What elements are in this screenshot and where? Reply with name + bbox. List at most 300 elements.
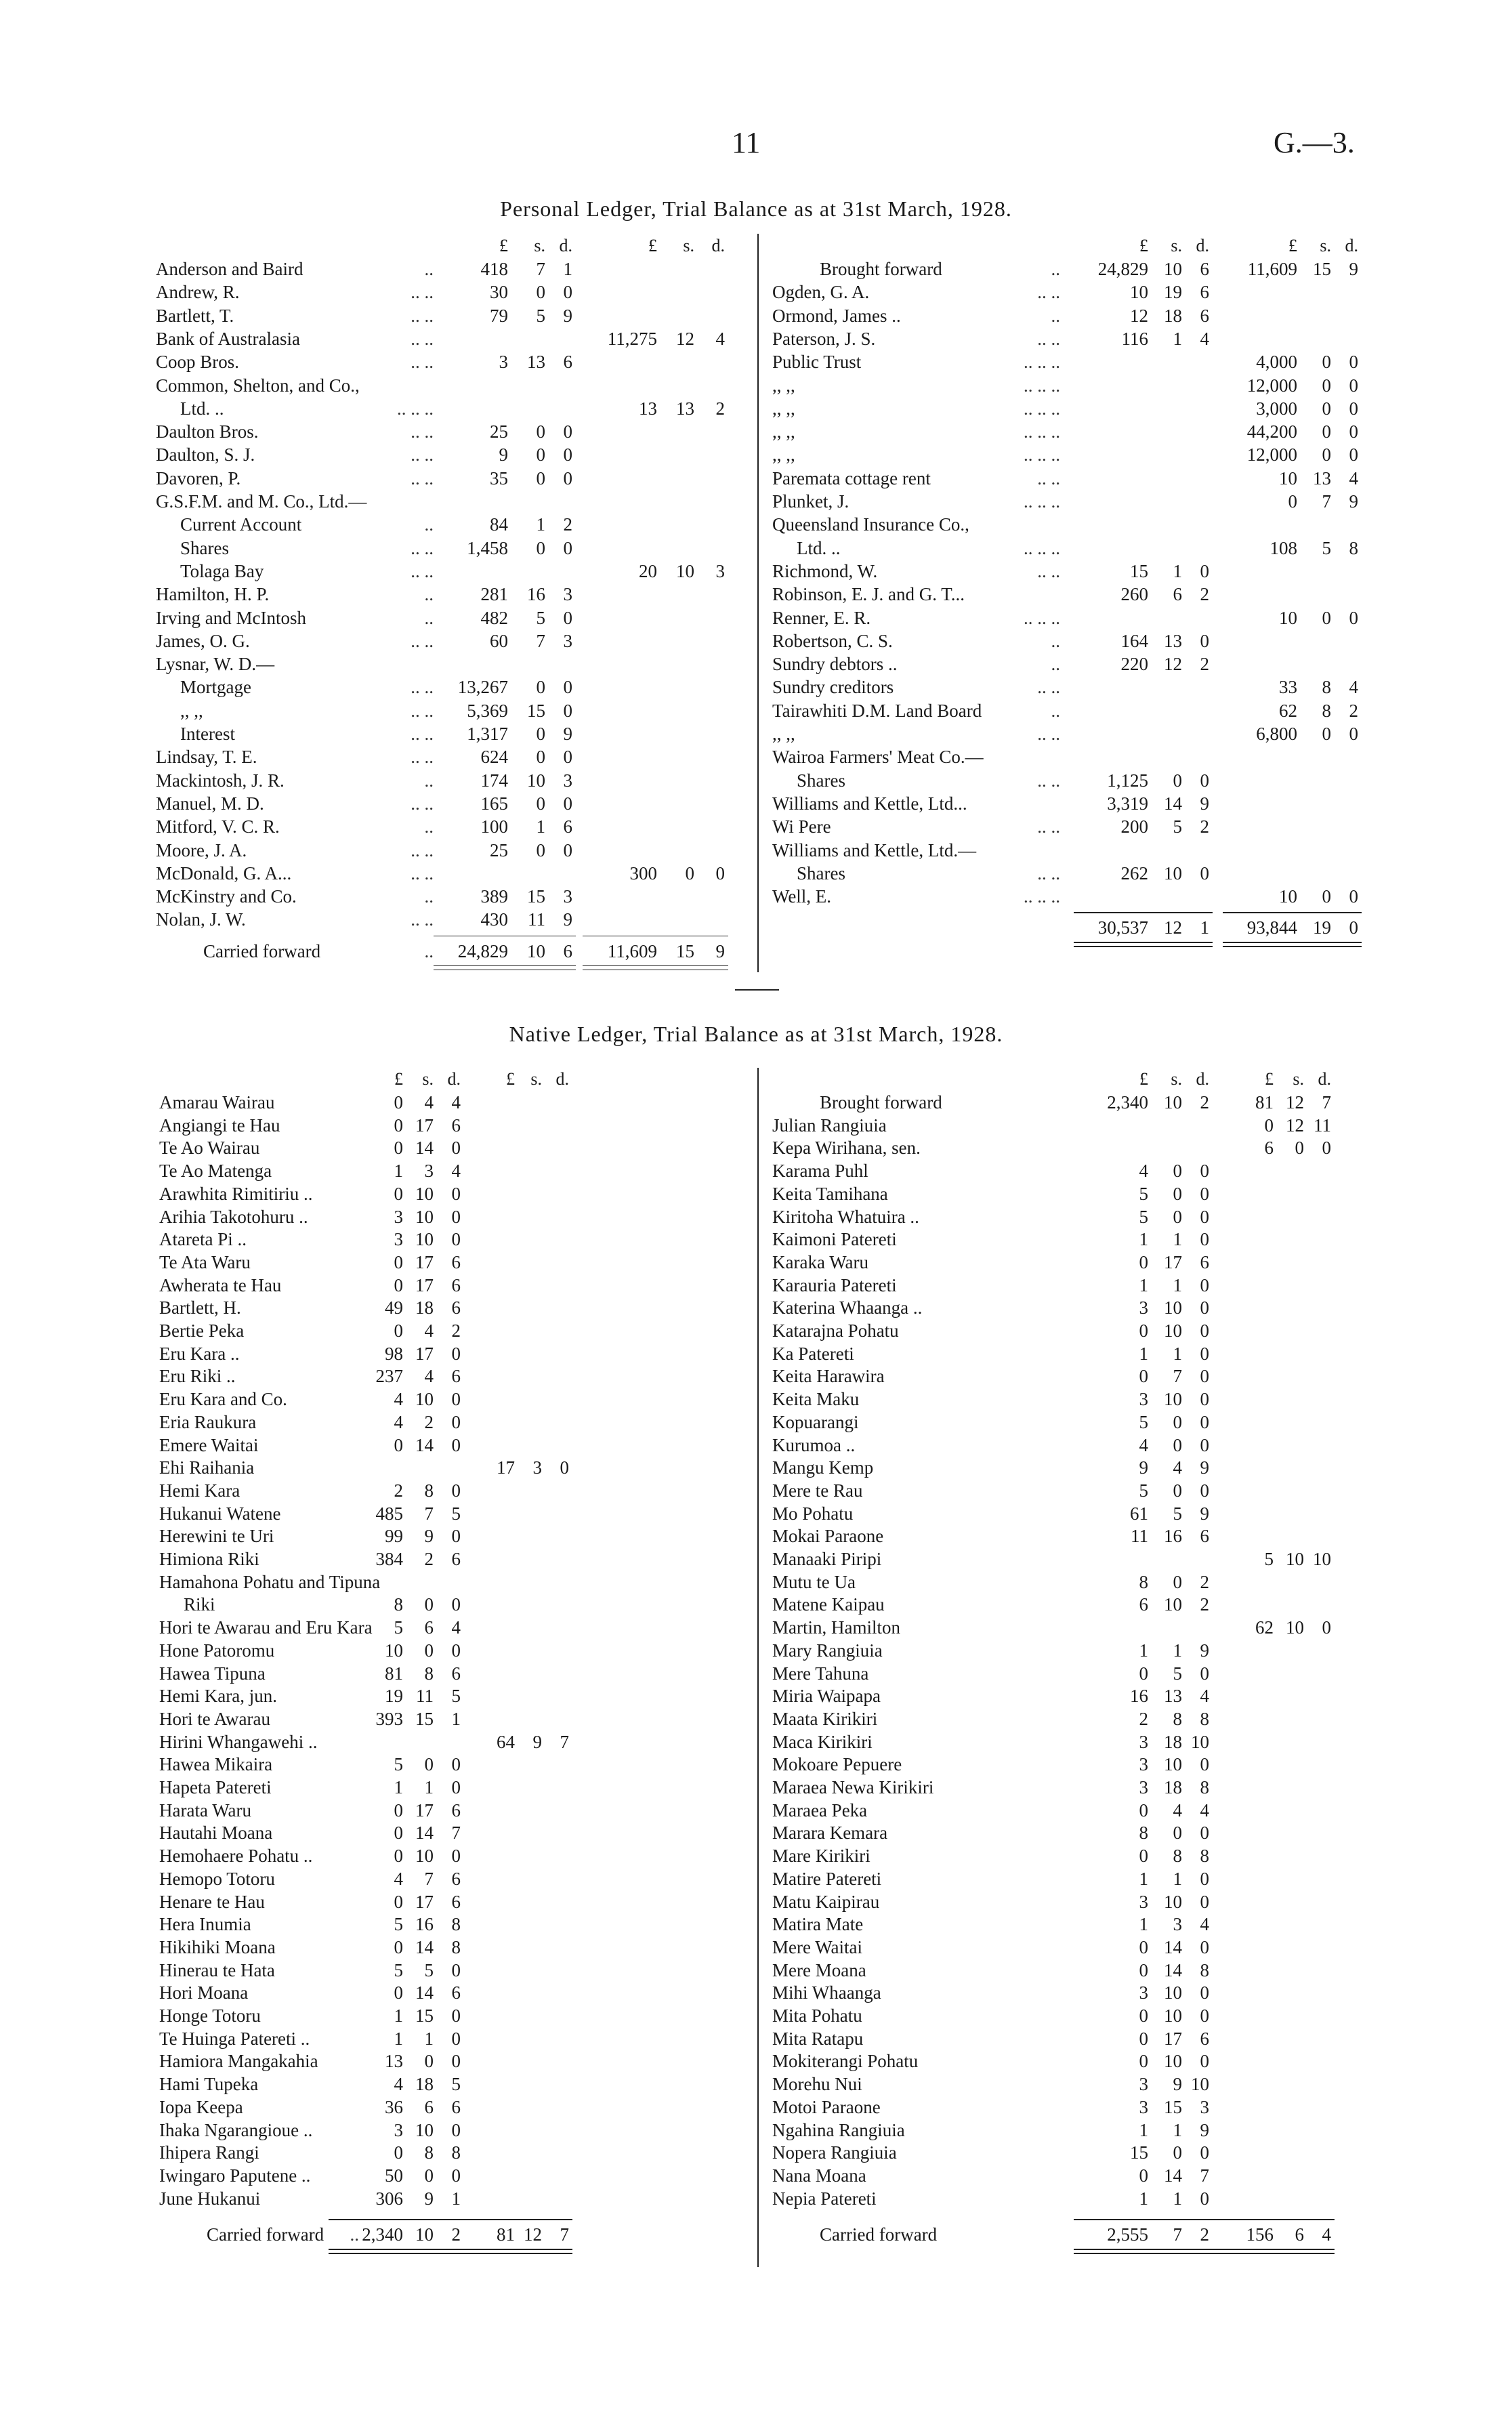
account-name: Daulton, S. J.: [156, 444, 255, 465]
debit-pence: 0: [563, 677, 572, 698]
debit-pence: 0: [451, 1138, 461, 1159]
leader-dots: .. ..: [1037, 816, 1060, 837]
debit-pence: 0: [1200, 1206, 1209, 1227]
debit-shillings: 1: [424, 2028, 434, 2049]
ledger-row: [159, 1457, 749, 1480]
account-name: Davoren, P.: [156, 467, 241, 488]
debit-pounds: 30: [490, 282, 508, 303]
ledger-row: [159, 1229, 749, 1252]
ledger-row: [159, 1709, 749, 1732]
leader-dots: .. ..: [411, 421, 434, 442]
debit-pence: 0: [563, 700, 572, 721]
ledger-row: [159, 1252, 749, 1275]
debit-pounds: 1: [394, 1777, 403, 1797]
debit-shillings: 8: [1173, 1846, 1182, 1867]
account-name: Brought forward: [820, 259, 942, 279]
total-credit-shillings: 15: [676, 940, 694, 961]
total-rule: [1074, 2219, 1213, 2220]
credit-pence: 0: [1349, 607, 1358, 628]
leader-dots: ..: [424, 584, 434, 605]
debit-pence: 9: [1200, 793, 1209, 814]
ledger-row: [772, 1982, 1368, 2005]
account-name: Current Account: [180, 514, 302, 535]
leader-dots: .. ..: [411, 560, 434, 581]
leader-dots: ..: [1051, 305, 1060, 326]
debit-pence: 8: [451, 2142, 461, 2163]
ledger-row: [159, 2188, 749, 2211]
debit-shillings: 8: [424, 1480, 434, 1501]
ledger-row: [772, 1869, 1368, 1892]
total-rule: [1199, 2219, 1335, 2220]
ledger-row: [772, 1275, 1368, 1298]
debit-shillings: 16: [415, 1914, 434, 1935]
ledger-row: [156, 468, 745, 491]
debit-pounds: 0: [394, 1115, 403, 1136]
account-name: Bertie Peka: [159, 1321, 245, 1341]
ledger-row: [156, 514, 745, 537]
account-name: ,, ,,: [772, 398, 795, 419]
debit-shillings: 17: [1164, 2028, 1182, 2049]
personal-ledger-title: Personal Ledger, Trial Balance as at 31st March, 1928.: [500, 196, 1012, 221]
ledger-row: [772, 1229, 1368, 1252]
leader-dots: .. .. ..: [1024, 421, 1060, 442]
debit-shillings: 7: [536, 630, 545, 651]
account-name: Mortgage: [180, 677, 251, 698]
credit-pounds: 62: [1255, 1617, 1274, 1638]
account-name: Bartlett, H.: [159, 1297, 241, 1318]
ledger-row: [772, 2120, 1368, 2143]
credit-pounds: 10: [1279, 607, 1297, 628]
debit-shillings: 14: [415, 1434, 434, 1455]
account-name: Plunket, J.: [772, 491, 849, 512]
ledger-row: [159, 1846, 749, 1869]
debit-pounds: 164: [1120, 630, 1148, 651]
account-name: Hautahi Moana: [159, 1823, 273, 1844]
account-name: June Hukanui: [159, 2188, 261, 2209]
total-credit-pence: 4: [1322, 2224, 1331, 2245]
total-double-rule: [583, 970, 728, 971]
debit-pence: 8: [1200, 1846, 1209, 1867]
account-name: Wairoa Farmers' Meat Co.—: [772, 747, 984, 768]
debit-shillings: 13: [527, 352, 545, 373]
account-name: Interest: [180, 724, 235, 744]
debit-pounds: 0: [1139, 1846, 1148, 1867]
debit-pounds: 3: [394, 1229, 403, 1250]
leader-dots: .. .. ..: [1024, 537, 1060, 558]
ledger-row: [159, 1617, 749, 1640]
leader-dots: .. ..: [411, 747, 434, 768]
ledger-row: [156, 677, 745, 700]
debit-pence: 6: [451, 1663, 461, 1684]
debit-pence: 3: [1200, 2096, 1209, 2117]
credit-shillings: 9: [532, 1731, 542, 1752]
debit-pounds: 3: [394, 1206, 403, 1227]
ledger-row: [159, 1823, 749, 1846]
debit-pounds: 624: [480, 747, 508, 768]
account-name: Marara Kemara: [772, 1823, 888, 1844]
debit-header-pence: d.: [447, 1069, 461, 1089]
debit-pence: 0: [1200, 1434, 1209, 1455]
credit-pence: 4: [715, 328, 725, 349]
debit-pounds: 11: [1131, 1526, 1148, 1547]
account-name: Atareta Pi ..: [159, 1229, 247, 1250]
account-name: Renner, E. R.: [772, 607, 871, 628]
credit-pence: 9: [1349, 259, 1358, 279]
debit-pounds: 25: [490, 421, 508, 442]
account-name: Maata Kirikiri: [772, 1708, 878, 1729]
account-name: Hinerau te Hata: [159, 1959, 275, 1980]
account-name: Hukanui Watene: [159, 1503, 281, 1524]
debit-pence: 2: [1200, 1594, 1209, 1615]
ledger-row: [156, 840, 745, 863]
ledger-row: [772, 2029, 1368, 2052]
credit-pounds: 6,800: [1256, 724, 1297, 744]
debit-pence: 6: [563, 352, 572, 373]
total-double-rule: [440, 2253, 572, 2254]
account-name: Ka Patereti: [772, 1343, 854, 1364]
debit-pounds: 4: [394, 1411, 403, 1432]
debit-shillings: 18: [1164, 1731, 1182, 1752]
ledger-row: [772, 1572, 1368, 1595]
account-name: Maca Kirikiri: [772, 1731, 873, 1752]
ledger-row: [772, 2165, 1368, 2188]
account-name: Te Ao Wairau: [159, 1138, 260, 1159]
ledger-row: [772, 2097, 1368, 2120]
ledger-row: [772, 1800, 1368, 1823]
account-name: Daulton Bros.: [156, 421, 259, 442]
account-name: Karauria Patereti: [772, 1274, 897, 1295]
debit-pounds: 1: [394, 1161, 403, 1182]
account-name: McKinstry and Co.: [156, 886, 297, 907]
total-double-rule: [1223, 942, 1362, 943]
ledger-row: [159, 1754, 749, 1777]
debit-shillings: 14: [1164, 1959, 1182, 1980]
debit-shillings: 19: [1164, 282, 1182, 303]
ledger-row: [159, 2005, 749, 2029]
debit-pence: 6: [451, 1982, 461, 2003]
debit-shillings: 10: [1164, 862, 1182, 883]
credit-pence: 0: [1349, 444, 1358, 465]
leader-dots: .. ..: [411, 467, 434, 488]
debit-pence: 10: [1191, 1731, 1209, 1752]
debit-pounds: 0: [1139, 2005, 1148, 2026]
debit-pence: 0: [451, 1389, 461, 1410]
debit-pounds: 1: [1139, 2119, 1148, 2140]
total-debit-pounds: 2,340: [362, 2224, 403, 2245]
debit-shillings: 17: [415, 1115, 434, 1136]
ledger-row: [772, 398, 1368, 421]
debit-shillings: 0: [424, 1640, 434, 1661]
credit-header-pence: d.: [1318, 1069, 1331, 1089]
leader-dots: .. ..: [1037, 677, 1060, 698]
debit-shillings: 10: [415, 1389, 434, 1410]
ledger-row: [772, 840, 1368, 863]
debit-pounds: 12: [1130, 305, 1148, 326]
credit-pence: 0: [1349, 398, 1358, 419]
account-name: G.S.F.M. and M. Co., Ltd.—: [156, 491, 367, 512]
debit-header-pence: d.: [1196, 1069, 1209, 1089]
debit-pounds: 0: [394, 1846, 403, 1867]
ledger-row: [772, 2005, 1368, 2029]
account-name: Tolaga Bay: [180, 560, 264, 581]
credit-pence: 0: [1349, 375, 1358, 396]
debit-shillings: 10: [1164, 1297, 1182, 1318]
credit-pence: 2: [1349, 700, 1358, 721]
credit-pounds: 3,000: [1256, 398, 1297, 419]
account-name: Ltd. ..: [797, 537, 841, 558]
debit-pounds: 36: [385, 2096, 403, 2117]
debit-pounds: 0: [394, 1823, 403, 1844]
account-name: Robertson, C. S.: [772, 630, 893, 651]
total-double-rule: [1074, 2249, 1213, 2250]
debit-pence: 6: [451, 1891, 461, 1912]
debit-pounds: 0: [1139, 1251, 1148, 1272]
credit-pounds: 12,000: [1246, 375, 1297, 396]
ledger-row: [159, 1297, 749, 1321]
debit-pence: 0: [1200, 1161, 1209, 1182]
debit-pounds: 79: [490, 305, 508, 326]
ledger-row: [772, 1366, 1368, 1389]
debit-pence: 3: [563, 770, 572, 791]
debit-pounds: 0: [394, 1982, 403, 2003]
total-credit-pence: 7: [560, 2224, 569, 2245]
account-name: Matu Kaipirau: [772, 1891, 880, 1912]
debit-pence: 0: [451, 2005, 461, 2026]
account-name: Shares: [180, 537, 229, 558]
debit-shillings: 10: [527, 770, 545, 791]
debit-pence: 0: [1200, 1183, 1209, 1204]
ledger-row: [772, 1892, 1368, 1915]
account-name: Mary Rangiuia: [772, 1640, 883, 1661]
ledger-row: [156, 608, 745, 631]
debit-header-pounds: £: [394, 1069, 403, 1089]
debit-shillings: 17: [415, 1274, 434, 1295]
account-name: Harata Waru: [159, 1800, 252, 1821]
debit-shillings: 0: [536, 747, 545, 768]
credit-header-pounds: £: [506, 1069, 515, 1089]
credit-pounds: 44,200: [1246, 421, 1297, 442]
debit-shillings: 0: [1173, 1823, 1182, 1844]
debit-shillings: 13: [1164, 1686, 1182, 1707]
account-name: Awherata te Hau: [159, 1274, 282, 1295]
account-name: Hamiora Mangakahia: [159, 2051, 318, 2072]
debit-pounds: 0: [1139, 2051, 1148, 2072]
leader-dots: .. ..: [1037, 328, 1060, 349]
account-name: Hori te Awarau: [159, 1708, 270, 1729]
debit-pence: 4: [451, 1161, 461, 1182]
debit-shillings: 1: [1173, 328, 1182, 349]
debit-pence: 8: [1200, 1708, 1209, 1729]
total-row: [772, 917, 1368, 940]
debit-pounds: 0: [394, 1183, 403, 1204]
debit-pounds: 0: [394, 1434, 403, 1455]
account-name: Shares: [797, 770, 845, 791]
debit-pounds: 5,369: [467, 700, 508, 721]
debit-pounds: 384: [375, 1549, 403, 1569]
debit-pounds: 10: [385, 1640, 403, 1661]
debit-pounds: 16: [1130, 1686, 1148, 1707]
account-name: Kiritoha Whatuira ..: [772, 1206, 919, 1227]
page-number: 11: [732, 126, 761, 159]
debit-shillings: 9: [1173, 2074, 1182, 2095]
account-name: Andrew, R.: [156, 282, 240, 303]
debit-shillings: 14: [415, 1823, 434, 1844]
debit-pounds: 1,458: [467, 537, 508, 558]
account-name: Sundry debtors ..: [772, 654, 898, 675]
personal-divider: [757, 234, 759, 972]
debit-pounds: 3: [1139, 1891, 1148, 1912]
ledger-row: [159, 1549, 749, 1572]
debit-pence: 10: [1191, 2074, 1209, 2095]
ledger-row: [772, 1937, 1368, 1960]
debit-shillings: 4: [424, 1092, 434, 1112]
ledger-row: [772, 724, 1368, 747]
credit-shillings: 0: [1322, 886, 1331, 907]
debit-pence: 0: [563, 793, 572, 814]
account-name: Mere Moana: [772, 1959, 866, 1980]
debit-pounds: 116: [1121, 328, 1148, 349]
debit-pence: 9: [563, 909, 572, 930]
debit-pence: 2: [1200, 1571, 1209, 1592]
ledger-row: [772, 886, 1368, 909]
debit-pounds: 485: [375, 1503, 403, 1524]
total-rule: [440, 2219, 572, 2220]
debit-pence: 1: [451, 1708, 461, 1729]
credit-pounds: 81: [1255, 1092, 1274, 1112]
ledger-row: [772, 1686, 1368, 1709]
leader-dots: .. ..: [411, 909, 434, 930]
debit-shillings: 15: [527, 886, 545, 907]
ledger-row: [772, 1161, 1368, 1184]
ledger-row: [159, 2120, 749, 2143]
debit-shillings: 1: [1173, 2119, 1182, 2140]
account-name: Ngahina Rangiuia: [772, 2119, 905, 2140]
debit-pounds: 50: [385, 2165, 403, 2186]
account-name: ,, ,,: [772, 421, 795, 442]
account-name: Mo Pohatu: [772, 1503, 854, 1524]
debit-shillings: 10: [1164, 1982, 1182, 2003]
debit-pounds: 1: [1139, 1914, 1148, 1935]
account-name: Iwingaro Paputene ..: [159, 2165, 311, 2186]
credit-pence: 10: [1313, 1549, 1331, 1569]
ledger-row: [159, 1937, 749, 1960]
debit-shillings: 11: [416, 1686, 434, 1707]
debit-pence: 0: [451, 2165, 461, 2186]
total-credit-pence: 9: [715, 940, 725, 961]
ledger-row: [156, 863, 745, 886]
debit-pounds: 15: [1130, 2142, 1148, 2163]
ledger-row: [156, 375, 745, 398]
account-name: Karaka Waru: [772, 1251, 869, 1272]
ledger-row: [772, 2188, 1368, 2211]
debit-shillings: 6: [424, 2096, 434, 2117]
account-name: Nana Moana: [772, 2165, 866, 2186]
account-name: Ltd. ..: [180, 398, 224, 419]
ledger-row: [156, 398, 745, 421]
credit-shillings: 0: [1322, 375, 1331, 396]
ledger-row: [159, 1480, 749, 1503]
ledger-row: [772, 468, 1368, 491]
account-name: McDonald, G. A...: [156, 862, 292, 883]
debit-pounds: 1: [394, 2005, 403, 2026]
ledger-row: [159, 1982, 749, 2005]
ledger-row: [156, 444, 745, 467]
debit-pounds: 13,267: [457, 677, 508, 698]
debit-pounds: 3: [1139, 2096, 1148, 2117]
leader-dots: ..: [1051, 630, 1060, 651]
debit-pounds: 482: [480, 607, 508, 628]
debit-shillings: 15: [415, 2005, 434, 2026]
section-rule: [735, 989, 779, 991]
debit-pence: 6: [1200, 259, 1209, 279]
ledger-row: [159, 2165, 749, 2188]
account-name: Bartlett, T.: [156, 305, 234, 326]
debit-pence: 0: [1200, 630, 1209, 651]
credit-pounds: 4,000: [1256, 352, 1297, 373]
debit-shillings: 1: [536, 514, 545, 535]
leader-dots: .. ..: [1037, 770, 1060, 791]
debit-shillings: 17: [415, 1800, 434, 1821]
total-debit-pounds: 30,537: [1097, 917, 1148, 938]
debit-pounds: 393: [375, 1708, 403, 1729]
credit-pounds: 10: [1279, 467, 1297, 488]
ledger-row: [772, 375, 1368, 398]
debit-shillings: 10: [415, 1206, 434, 1227]
debit-shillings: 1: [424, 1777, 434, 1797]
debit-shillings: 5: [424, 1959, 434, 1980]
debit-pounds: 4: [394, 1868, 403, 1889]
ledger-row: [156, 724, 745, 747]
account-name: Mokiterangi Pohatu: [772, 2051, 919, 2072]
debit-shillings: 2: [424, 1411, 434, 1432]
debit-shillings: 0: [536, 421, 545, 442]
total-double-rule: [1074, 2253, 1213, 2254]
account-name: Kopuarangi: [772, 1411, 859, 1432]
credit-pence: 11: [1314, 1115, 1331, 1136]
account-name: Henare te Hau: [159, 1891, 265, 1912]
debit-shillings: 5: [536, 305, 545, 326]
leader-dots: .. ..: [411, 793, 434, 814]
debit-pence: 6: [451, 1366, 461, 1387]
account-name: Well, E.: [772, 886, 832, 907]
account-name: Ihaka Ngarangioue ..: [159, 2119, 313, 2140]
debit-pence: 0: [1200, 1411, 1209, 1432]
debit-pence: 0: [451, 1229, 461, 1250]
ledger-row: [772, 352, 1368, 375]
debit-pounds: 0: [1139, 1959, 1148, 1980]
account-name: Martin, Hamilton: [772, 1617, 900, 1638]
debit-pounds: 0: [394, 1936, 403, 1957]
ledger-row: [156, 329, 745, 352]
debit-shillings: 10: [415, 2119, 434, 2140]
debit-header-shillings: s.: [1171, 1069, 1182, 1089]
debit-pounds: 8: [1139, 1823, 1148, 1844]
debit-shillings: 4: [1173, 1800, 1182, 1821]
debit-pounds: 2,340: [1107, 1092, 1148, 1112]
debit-shillings: 5: [1173, 816, 1182, 837]
debit-shillings: 8: [1173, 1708, 1182, 1729]
total-credit-shillings: 6: [1295, 2224, 1304, 2245]
debit-pence: 7: [1200, 2165, 1209, 2186]
debit-shillings: 10: [1164, 1754, 1182, 1775]
credit-pence: 0: [1349, 886, 1358, 907]
account-name: Te Ao Matenga: [159, 1161, 272, 1182]
ledger-row: [159, 1412, 749, 1435]
debit-pence: 0: [1200, 770, 1209, 791]
debit-shillings: 6: [424, 1617, 434, 1638]
debit-pounds: 5: [394, 1754, 403, 1775]
debit-pounds: 3: [1139, 1777, 1148, 1797]
